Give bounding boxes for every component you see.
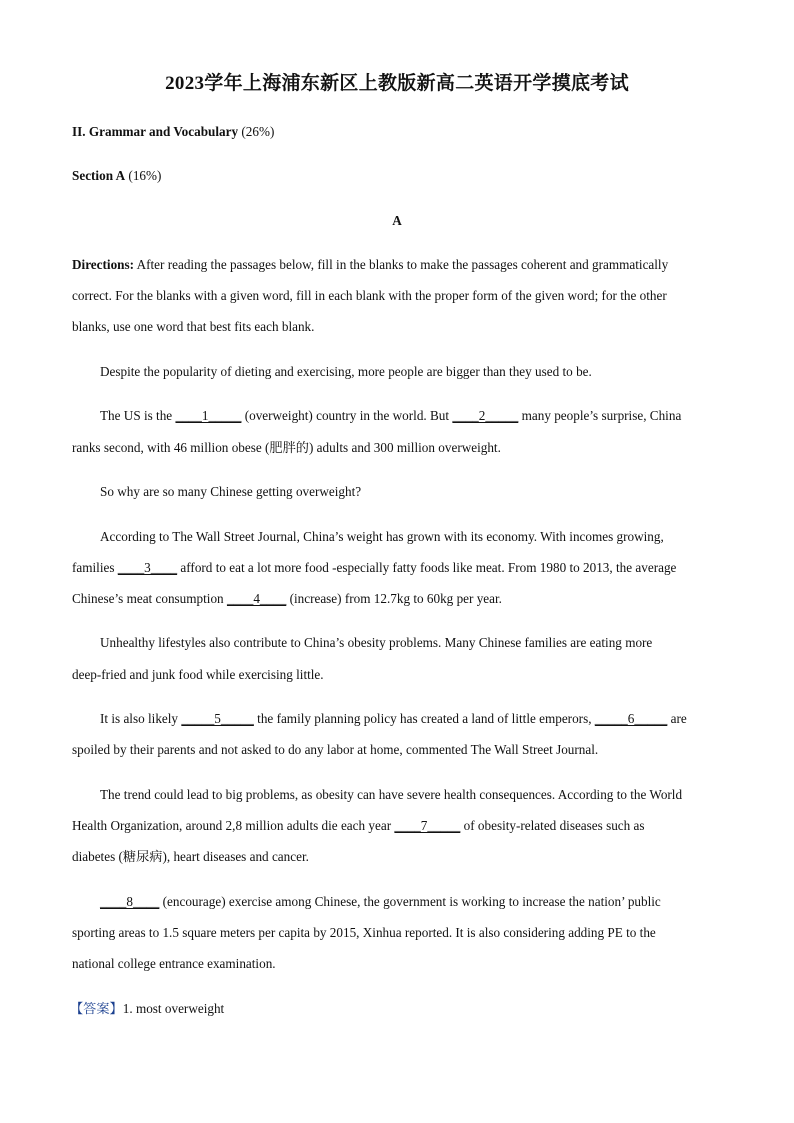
text-span: of obesity-related diseases such as (460, 818, 645, 833)
blank-6[interactable]: _____6_____ (594, 711, 668, 726)
text-span: are (667, 711, 687, 726)
paragraph-6-line-2: spoiled by their parents and not asked to do any labor at home, commented The Wall Street Journal. (72, 742, 599, 757)
part-heading (72, 123, 732, 141)
text-span: the family planning policy has created a land of little emperors, (253, 711, 595, 726)
paragraph-4-line-3 (72, 590, 732, 608)
blank-2[interactable]: ____2_____ (452, 408, 519, 423)
directions-label: Directions: (72, 257, 135, 272)
paragraph-5-line-2: deep-fried and junk food while exercising little. (72, 667, 324, 682)
paragraph-6-line-1 (100, 710, 760, 728)
blank-1[interactable]: ____1_____ (175, 408, 242, 423)
text-span: (overweight) country in the world. But (241, 408, 453, 423)
answer-text: 1. most overweight (122, 1001, 225, 1016)
paragraph-4-line-2 (72, 559, 732, 577)
blank-7[interactable]: ____7_____ (394, 818, 461, 833)
paragraph-8-line-3: national college entrance examination. (72, 956, 276, 971)
text-span: It is also likely (100, 711, 182, 726)
directions-text-1: After reading the passages below, fill in the blanks to make the passages coherent and grammatically (134, 257, 669, 272)
section-label: Section A (72, 168, 126, 183)
page-title: 2023学年上海浦东新区上教版新高二英语开学摸底考试 (165, 73, 629, 94)
text-span: Health Organization, around 2,8 million adults die each year (72, 818, 395, 833)
part-label: II. Grammar and Vocabulary (72, 124, 239, 139)
text-span: The US is the (100, 408, 176, 423)
passage-label: A (392, 213, 402, 228)
blank-3[interactable]: ____3____ (117, 560, 178, 575)
section-weight: (16%) (128, 168, 162, 183)
paragraph-8-line-1 (100, 893, 760, 911)
answer-tag: 【答案】 (70, 1001, 123, 1016)
paragraph-7-line-2 (72, 817, 732, 835)
paragraph-2-line-1 (100, 407, 760, 425)
text-span: families (72, 560, 118, 575)
directions-line-2: correct. For the blanks with a given word, fill in each blank with the proper form of the given word; for the other (72, 288, 667, 303)
text-span: afford to eat a lot more food -especially fatty foods like meat. From 1980 to 2013, the average (177, 560, 677, 575)
text-span: (increase) from 12.7kg to 60kg per year. (286, 591, 502, 606)
paragraph-1: Despite the popularity of dieting and exercising, more people are bigger than they used to be. (100, 364, 592, 379)
paragraph-5-line-1: Unhealthy lifestyles also contribute to China’s obesity problems. Many Chinese families are eating more (100, 635, 653, 650)
paragraph-2-line-2: ranks second, with 46 million obese (肥胖的) adults and 300 million overweight. (72, 440, 501, 455)
directions-line-3: blanks, use one word that best fits each blank. (72, 319, 315, 334)
text-span: many people’s surprise, China (518, 408, 682, 423)
paragraph-8-line-2: sporting areas to 1.5 square meters per capita by 2015, Xinhua reported. It is also considering adding PE to the (72, 925, 656, 940)
text-span: Chinese’s meat consumption (72, 591, 227, 606)
section-heading (72, 167, 732, 185)
part-weight: (26%) (241, 124, 275, 139)
paragraph-4-line-1: According to The Wall Street Journal, China’s weight has grown with its economy. With incomes growing, (100, 529, 664, 544)
paragraph-7-line-3: diabetes (糖尿病), heart diseases and cancer. (72, 849, 309, 864)
answer-line (70, 1000, 730, 1018)
directions-line-1 (72, 256, 732, 274)
blank-4[interactable]: ____4____ (226, 591, 287, 606)
blank-8[interactable]: ____8____ (100, 894, 160, 909)
paragraph-3: So why are so many Chinese getting overweight? (100, 484, 362, 499)
blank-5[interactable]: _____5_____ (181, 711, 254, 726)
paragraph-7-line-1: The trend could lead to big problems, as obesity can have severe health consequences. According to the World (100, 787, 683, 802)
text-span: (encourage) exercise among Chinese, the government is working to increase the nation’ public (159, 894, 661, 909)
